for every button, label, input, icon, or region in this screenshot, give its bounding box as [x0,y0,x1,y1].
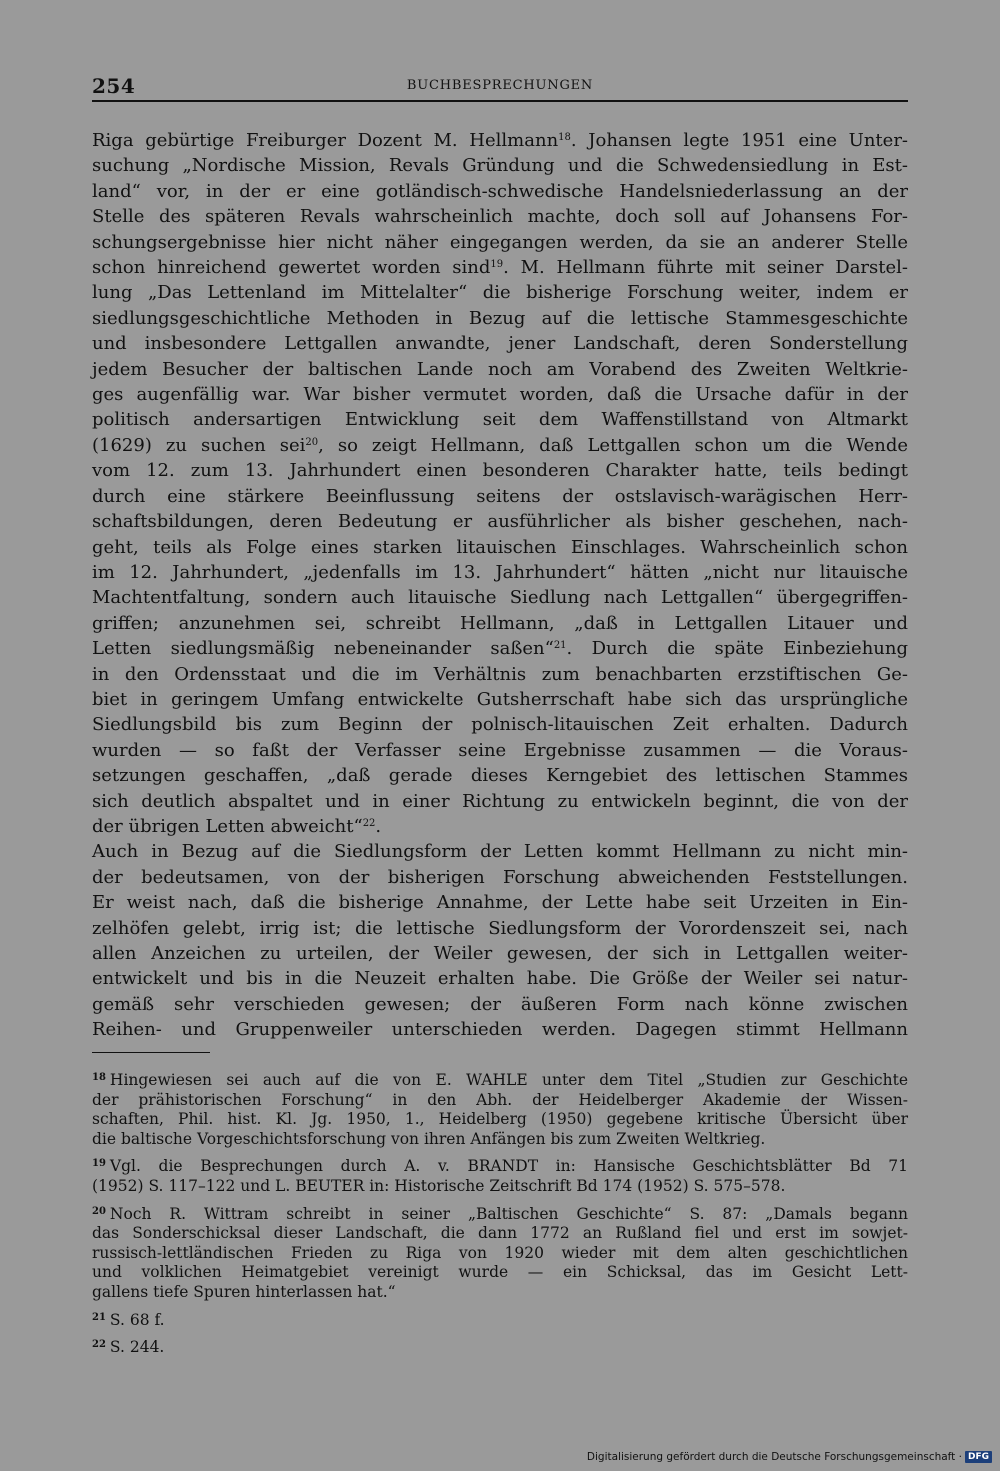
text-line: Machtentfaltung, sondern auch litauische Siedlung nach Lettgallen“ übergegriffen- [92,587,908,609]
text-line: allen Anzeichen zu urteilen, der Weiler gewesen, der sich in Lettgallen weiter- [92,943,908,964]
text-line: suchung „Nordische Mission, Revals Gründung und die Schwedensiedlung in Est- [92,155,908,177]
text-line: wurden — so faßt der Verfasser seine Ergebnisse zusammen — die Voraus- [92,739,908,761]
footnote-line: $^{22}$ S. 244. [92,1338,165,1357]
text-line: Stelle des späteren Revals wahrscheinlich machte, doch soll auf Johansens For- [92,206,908,228]
footnote-line: das Sonderschicksal dieser Landschaft, die dann 1772 an Rußland fiel und erst im sowjet- [92,1224,908,1243]
text-line: land“ vor, in der er eine gotländisch-schwedische Handelsniederlassung an der [92,180,908,202]
footnote-ref[interactable]: 20 [305,436,319,448]
footnote-line: $^{18}$ Hingewiesen sei auch auf die von E. WAHLE unter dem Titel „Studien zur Geschichte [92,1071,908,1089]
footnote-22 [92,1335,908,1358]
footnote-line: der prähistorischen Forschung“ in den Abh. der Heidelberger Akademie der Wissen- [92,1090,908,1109]
text-line: gemäß sehr verschieden gewesen; der äußeren Form nach könne zwischen [92,993,908,1015]
text-line: (1629) zu suchen sei$^{20}$, so zeigt Hellmann, daß Lettgallen schon um die Wende [92,434,908,456]
text-line: Auch in Bezug auf die Siedlungsform der Letten kommt Hellmann zu nicht min- [92,841,908,863]
footnote-number: 21 [92,1311,106,1323]
footnote-line: (1952) S. 117–122 und L. BEUTER in: Historische Zeitschrift Bd 174 (1952) S. 575–578. [92,1176,786,1195]
text-line: Letten siedlungsmäßig nebeneinander saßen“$^{21}$. Durch die späte Einbeziehung [92,638,909,660]
footnote-ref[interactable]: 21 [553,640,567,652]
footnote-line: russisch-lettländischen Frieden zu Riga von 1920 wieder mit dem alten geschichtlichen [92,1243,908,1262]
footnote-line: $^{19}$ Vgl. die Besprechungen durch A. v. BRANDT in: Hansische Geschichtsblätter Bd 71 [92,1157,908,1176]
footnote-ref[interactable]: 18 [558,132,571,143]
footnote-20 [92,1202,908,1303]
text-line: geht, teils als Folge eines starken litauischen Einschlages. Wahrscheinlich schon [92,536,908,558]
text-line: durch eine stärkere Beeinflussung seitens der ostslavisch-warägischen Herr- [92,485,908,507]
footnote-line: und volklichen Heimatgebiet vereinigt wurde — ein Schicksal, das im Gesicht Lett- [92,1263,908,1282]
text-line: lung „Das Lettenland im Mittelalter“ die bisherige Forschung weiter, indem er [92,282,908,304]
text-line: zelhöfen gelebt, irrig ist; die lettische Siedlungsform der Vorordenszeit sei, nach [92,917,908,939]
footnote-21 [92,1308,908,1331]
footnote-line: die baltische Vorgeschichtsforschung von ihren Anfängen bis zum Zweiten Weltkrieg. [92,1129,766,1148]
text-line: Riga gebürtige Freiburger Dozent M. Hellmann$^{18}$. Johansen legte 1951 eine Unter- [92,130,908,151]
text-line: Siedlungsbild bis zum Beginn der polnisch-litauischen Zeit erhalten. Dadurch [92,714,908,736]
footnote-line: schaften, Phil. hist. Kl. Jg. 1950, 1., Heidelberg (1950) gegebene kritische Übersicht über [92,1110,908,1129]
footnote-ref[interactable]: 22 [362,817,376,829]
running-header [92,72,908,102]
footnote-18 [92,1068,908,1149]
text-line: schon hinreichend gewertet worden sind$^{19}$. M. Hellmann führte mit seiner Darstel- [92,257,908,279]
text-line: setzungen geschaffen, „daß gerade dieses Kerngebiet des lettischen Stammes [92,765,908,787]
text-line: vom 12. zum 13. Jahrhundert einen besonderen Charakter hatte, teils bedingt [92,460,908,482]
text-line: siedlungsgeschichtliche Methoden in Bezug auf die lettische Stammesgeschichte [92,307,908,329]
digitization-credit [587,1451,992,1463]
footnote-line: gallens tiefe Spuren hinterlassen hat.“ [92,1282,396,1301]
text-line: ges augenfällig war. War bisher vermutet worden, daß die Ursache dafür in der [92,384,908,406]
footnote-number: 19 [92,1158,106,1170]
text-line: der übrigen Letten abweicht“$^{22}$. [92,815,382,837]
paragraph-2 [92,839,908,1042]
text-line: in den Ordensstaat und die im Verhältnis zum benachbarten erzstiftischen Ge- [92,663,908,685]
text-line: schaftsbildungen, deren Bedeutung er ausführlicher als bisher geschehen, nach- [92,511,908,533]
footnote-number: 18 [92,1072,106,1083]
footnote-19 [92,1154,908,1196]
text-line: und insbesondere Lettgallen anwandte, jener Landschaft, deren Sonderstellung [92,333,908,355]
text-line: im 12. Jahrhundert, „jedenfalls im 13. Jahrhundert“ hätten „nicht nur litauische [92,561,908,583]
text-line: jedem Besucher der baltischen Lande noch am Vorabend des Zweiten Weltkrie- [92,358,908,380]
text-line: Reihen- und Gruppenweiler unterschieden werden. Dagegen stimmt Hellmann [92,1019,908,1041]
text-line: der bedeutsamen, von der bisherigen Forschung abweichenden Feststellungen. [92,866,908,888]
footnote-number: 22 [92,1339,106,1351]
credit-text: Digitalisierung gefördert durch die Deutsche Forschungsgemeinschaft · [586,1451,962,1463]
text-line: schungsergebnisse hier nicht näher eingegangen werden, da sie an anderer Stelle [92,231,908,253]
text-line: sich deutlich abspaltet und in einer Richtung zu entwickeln beginnt, die von der [92,790,908,812]
text-line: biet in geringem Umfang entwickelte Gutsherrschaft habe sich das ursprüngliche [92,688,908,710]
text-line: entwickelt und bis in die Neuzeit erhalten habe. Die Größe der Weiler sei natur- [92,968,908,990]
running-head: BUCHBESPRECHUNGEN [406,78,594,93]
paragraph-1 [92,128,908,839]
footnote-number: 20 [92,1205,106,1217]
body-text [92,128,908,1043]
footnotes [92,1068,908,1363]
text-line: Er weist nach, daß die bisherige Annahme, der Lette habe seit Urzeiten in Ein- [92,892,908,914]
text-line: griffen; anzunehmen sei, schreibt Hellmann, „daß in Lettgallen Litauer und [92,612,908,634]
dfg-logo[interactable]: DFG [965,1451,992,1463]
page-number: 254 [92,74,136,98]
footnote-line: $^{20}$ Noch R. Wittram schreibt in seiner „Baltischen Geschichte“ S. 87: „Damals begann [92,1204,908,1223]
footnote-line: $^{21}$ S. 68 f. [92,1310,165,1329]
text-line: politisch andersartigen Entwicklung seit dem Waffenstillstand von Altmarkt [92,409,908,431]
footnote-ref[interactable]: 19 [490,259,504,271]
footnote-separator [92,1052,210,1053]
